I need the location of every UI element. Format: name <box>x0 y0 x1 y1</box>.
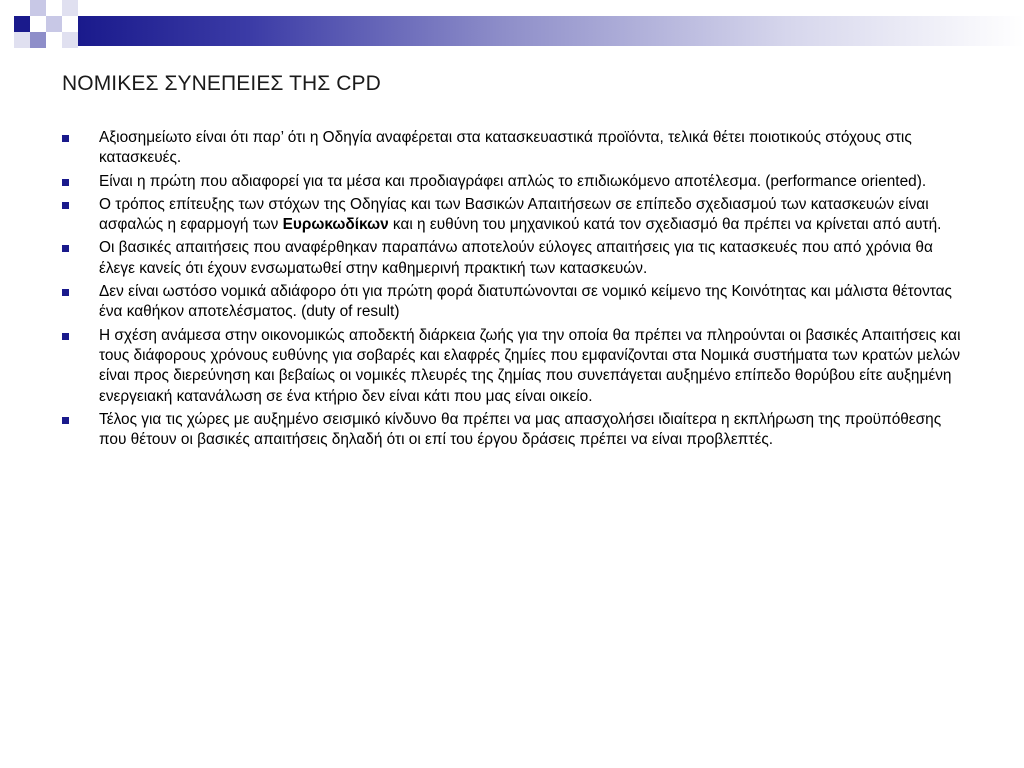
decor-square-light <box>46 16 62 32</box>
bullet-item <box>62 238 962 279</box>
header-decoration <box>0 0 1024 64</box>
bullet-text: Αξιοσημείωτο είναι ότι παρ’ ότι η Οδηγία αναφέρεται στα κατασκευαστικά προϊόντα, τελικά θέτει ποιοτικούς στόχους στις κατασκευές. <box>99 129 912 167</box>
bullet-item <box>62 326 962 407</box>
bullet-bold-term: Ευρωκωδίκων <box>282 216 389 234</box>
bullet-square-icon <box>62 333 69 340</box>
decor-square-light <box>62 32 78 48</box>
bullet-item <box>62 128 962 169</box>
bullet-text: Η σχέση ανάμεσα στην οικονομικώς αποδεκτή διάρκεια ζωής για την οποία θα πρέπει να πληρούνται οι βασικές Απαιτήσεις και τους διάφορους χρόνους ευθύνης για σοβαρές και ελαφρές ζημίες που εμφανίζονται στα Νομικά συστήματα των κρατών μελών είναι προς διερεύνηση και βεβαίως οι νομικές πλευρές της ζημίας που συνεπάγεται αυξημένο επίπεδο θορύβου είτε αυξημένη ενεργειακή κατανάλωση σε ένα κτήριο δεν είναι κάτι που μας είναι οικείο. <box>99 326 961 405</box>
decor-square-light <box>62 0 78 16</box>
bullet-item <box>62 195 962 236</box>
header-gradient-bar <box>78 16 1024 46</box>
bullet-text: Δεν είναι ωστόσο νομικά αδιάφορο ότι για πρώτη φορά διατυπώνονται σε νομικό κείμενο της Κοινότητας και μάλιστα θέτοντας ένα καθήκον αποτελέσματος. (duty of result) <box>99 283 952 321</box>
bullet-square-icon <box>62 135 69 142</box>
bullet-text: Τέλος για τις χώρες με αυξημένο σεισμικό κίνδυνο θα πρέπει να μας απασχολήσει ιδιαίτερα η εκπλήρωση της προϋπόθεσης που θέτουν οι βασικές απαιτήσεις δηλαδή ότι οι επί του έργου δράσεις πρέπει να είναι προβλεπτές. <box>99 410 942 449</box>
bullet-item <box>62 172 962 192</box>
bullet-square-icon <box>62 245 69 252</box>
decor-square-light <box>14 32 30 48</box>
bullet-square-icon <box>62 202 69 209</box>
bullet-text: Οι βασικές απαιτήσεις που αναφέρθηκαν παραπάνω αποτελούν εύλογες απαιτήσεις για τις κατασκευές που από χρόνια θα έλεγε κανείς ότι έχουν ενσωματωθεί στην καθημερινή πρακτική των κατασκευών. <box>99 239 933 277</box>
bullet-square-icon <box>62 417 69 424</box>
bullet-item <box>62 410 962 451</box>
bullet-list <box>62 128 962 453</box>
bullet-square-icon <box>62 289 69 296</box>
bullet-text: και η ευθύνη του μηχανικού κατά τον σχεδιασμό θα πρέπει να κρίνεται από αυτή. <box>388 216 942 234</box>
bullet-text: Είναι η πρώτη που αδιαφορεί για τα μέσα και προδιαγράφει απλώς το επιδιωκόμενο αποτέλεσμα. (performance oriented). <box>99 172 927 190</box>
decor-square-light <box>30 0 46 16</box>
bullet-text: Ο τρόπος επίτευξης των στόχων της Οδηγίας και των Βασικών Απαιτήσεων σε επίπεδο σχεδιασμού των κατασκευών είναι ασφαλώς η εφαρμογή των <box>99 195 929 234</box>
slide-title: ΝΟΜΙΚΕΣ ΣΥΝΕΠΕΙΕΣ ΤΗΣ CPD <box>62 72 381 95</box>
decor-square-dark <box>14 16 30 32</box>
decor-square-light <box>30 32 46 48</box>
bullet-item <box>62 282 962 323</box>
bullet-square-icon <box>62 179 69 186</box>
